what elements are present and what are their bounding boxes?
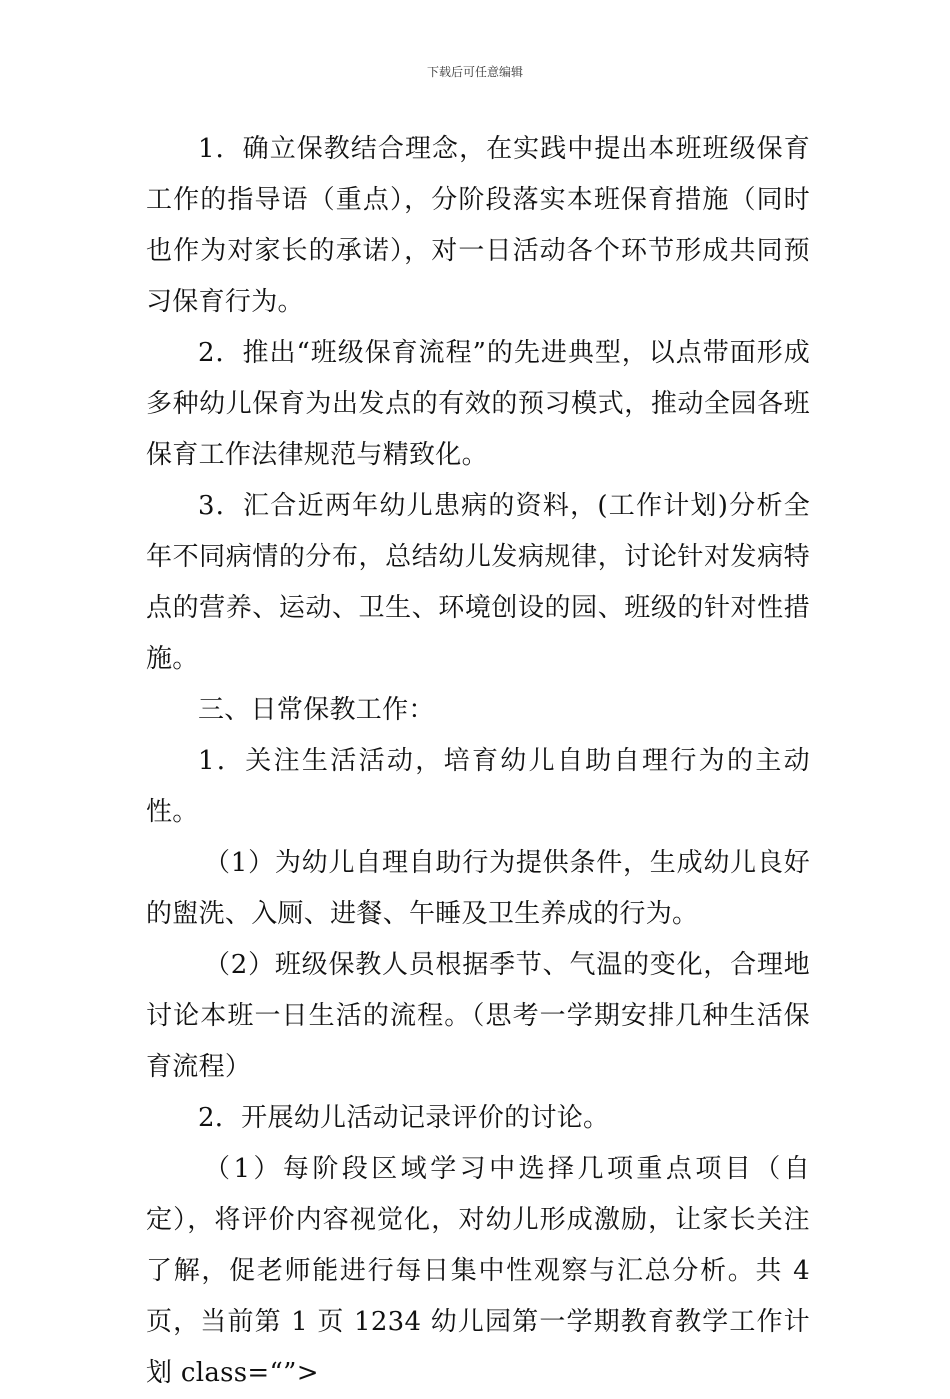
paragraph-8: （1）每阶段区域学习中选择几项重点项目（自定），将评价内容视觉化，对幼儿形成激励，让家长关注了解，促老师能进行每日集中性观察与汇总分析。共 4 页，当前第 1 页 1234 幼儿园第一学期教育教学工作计划 class=“”> <box>146 1154 810 1388</box>
paragraph-4: 1．关注生活活动，培育幼儿自助自理行为的主动性。 <box>146 746 810 827</box>
paragraph-5: （1）为幼儿自理自助行为提供条件，生成幼儿良好的盥洗、入厕、进餐、午睡及卫生养成的行为。 <box>146 848 810 929</box>
document-body <box>146 124 810 1399</box>
paragraph-2: 2．推出“班级保育流程”的先进典型，以点带面形成多种幼儿保育为出发点的有效的预习模式，推动全园各班保育工作法律规范与精致化。 <box>146 338 810 470</box>
page-header: 下载后可任意编辑 <box>426 65 523 79</box>
paragraph-7: 2．开展幼儿活动记录评价的讨论。 <box>198 1103 610 1133</box>
paragraph-1: 1．确立保教结合理念，在实践中提出本班班级保育工作的指导语（重点），分阶段落实本班保育措施（同时也作为对家长的承诺），对一日活动各个环节形成共同预习保育行为。 <box>146 134 810 317</box>
paragraph-3: 3．汇合近两年幼儿患病的资料，(工作计划)分析全年不同病情的分布，总结幼儿发病规律，讨论针对发病特点的营养、运动、卫生、环境创设的园、班级的针对性措施。 <box>146 491 810 674</box>
paragraph-6: （2）班级保教人员根据季节、气温的变化，合理地讨论本班一日生活的流程。（思考一学期安排几种生活保育流程） <box>146 950 810 1082</box>
section-heading-daily-work: 三、日常保教工作： <box>198 695 435 725</box>
